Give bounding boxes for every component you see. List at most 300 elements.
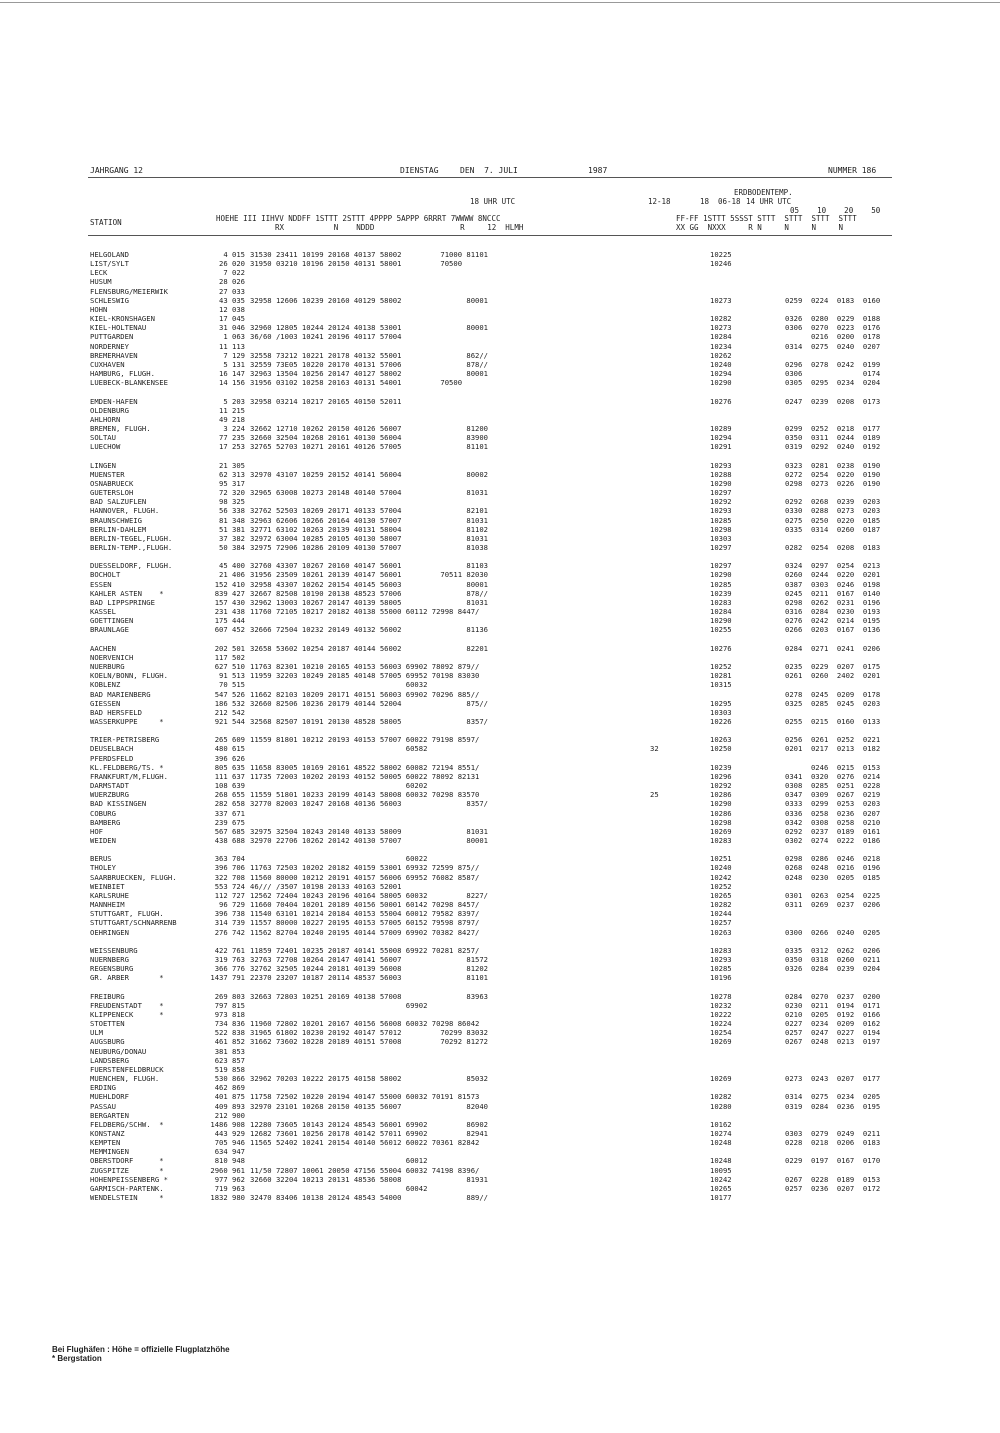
soil-temps: 0266 0203 0167 0136 bbox=[785, 625, 881, 635]
table-row bbox=[90, 1092, 890, 1101]
station-height: 27 033 bbox=[219, 286, 245, 296]
synop-groups: 11959 32203 10249 20185 40148 57005 69952 70198 83030 bbox=[250, 671, 480, 681]
station-height: 705 946 bbox=[214, 1138, 245, 1148]
soil-temps: 0229 0197 0167 0170 bbox=[785, 1156, 881, 1166]
table-row bbox=[90, 424, 890, 433]
temp-group: 10293 bbox=[710, 460, 732, 470]
soil-temps: 0275 0250 0220 0185 bbox=[785, 515, 881, 525]
station-name: ESSEN bbox=[90, 579, 112, 589]
table-row bbox=[90, 387, 890, 396]
table-row bbox=[90, 378, 890, 387]
station-height: 2960 961 bbox=[210, 1165, 245, 1175]
table-row bbox=[90, 1138, 890, 1147]
table-row bbox=[90, 451, 890, 460]
synop-groups: 11662 82103 10209 20171 40151 56003 69902 70296 885// bbox=[250, 689, 480, 699]
footnote-airports: Bei Flughäfen : Höhe = offizielle Flugplatzhöhe bbox=[52, 1345, 230, 1354]
soil-temps: 0333 0299 0253 0203 bbox=[785, 799, 881, 809]
station-name: BREMEN, FLUGH. bbox=[90, 423, 151, 433]
temp-group: 10244 bbox=[710, 909, 732, 919]
station-height: 921 544 bbox=[214, 716, 245, 726]
table-row bbox=[90, 1102, 890, 1111]
temp-group: 10177 bbox=[710, 1193, 732, 1203]
station-height: 797 815 bbox=[214, 1000, 245, 1010]
table-row bbox=[90, 1147, 890, 1156]
station-name: KARLSRUHE bbox=[90, 890, 129, 900]
temp-group: 10290 bbox=[710, 570, 732, 580]
station-name: NORDERNEY bbox=[90, 341, 129, 351]
table-row bbox=[90, 543, 890, 552]
station-height: 337 671 bbox=[214, 808, 245, 818]
temp-group: 10262 bbox=[710, 350, 732, 360]
soil-temps: 0387 0303 0246 0198 bbox=[785, 579, 881, 589]
temp-group: 10284 bbox=[710, 332, 732, 342]
station-name: STUTTGART, FLUGH. bbox=[90, 909, 164, 919]
soil-temps: 0235 0229 0207 0175 bbox=[785, 662, 881, 672]
synop-groups: 32962 70203 10222 20175 40158 58002 85032 bbox=[250, 1074, 488, 1084]
station-name: AUGSBURG bbox=[90, 1037, 125, 1047]
station-name: LANDSBERG bbox=[90, 1055, 129, 1065]
soil-temps: 0300 0266 0240 0205 bbox=[785, 927, 881, 937]
synop-groups: 11560 80000 10212 20191 40157 56006 69952 76082 8587/ bbox=[250, 872, 480, 882]
synop-groups: 32770 82003 10247 20168 40136 56003 8357/ bbox=[250, 799, 488, 809]
station-height: 12 038 bbox=[219, 304, 245, 314]
temp-group: 10265 bbox=[710, 890, 732, 900]
station-height: 81 348 bbox=[219, 515, 245, 525]
table-row bbox=[90, 1193, 890, 1202]
table-row bbox=[90, 497, 890, 506]
synop-groups: 11760 72105 10217 20182 40138 55000 60112 72998 8447/ bbox=[250, 607, 480, 617]
soil-temp-time: 14 UHR UTC bbox=[746, 197, 792, 206]
soil-temps: 0282 0254 0208 0183 bbox=[785, 543, 881, 552]
table-row bbox=[90, 296, 890, 305]
station-height: 366 776 bbox=[214, 964, 245, 974]
synop-groups: 11758 72502 10220 20194 40147 55000 60032 70191 81573 bbox=[250, 1092, 480, 1102]
temp-group: 10273 bbox=[710, 323, 732, 333]
station-height: 607 452 bbox=[214, 625, 245, 635]
station-name: LIST/SYLT bbox=[90, 259, 129, 269]
station-height: 111 637 bbox=[214, 771, 245, 781]
table-row bbox=[90, 598, 890, 607]
synop-groups: 32658 53602 10254 20187 40144 56002 82201 bbox=[250, 643, 488, 653]
temp-group: 10255 bbox=[710, 625, 732, 635]
synop-groups: 31950 03210 10196 20150 40131 58001 70500 bbox=[250, 259, 463, 269]
temp-group: 10276 bbox=[710, 643, 732, 653]
station-height: 239 675 bbox=[214, 817, 245, 827]
table-row bbox=[90, 873, 890, 882]
synop-codes-subheader: RX N NDDD R 12 HLMH bbox=[275, 223, 524, 232]
station-name: KAHLER ASTEN * bbox=[90, 588, 164, 598]
station-height: 269 803 bbox=[214, 991, 245, 1001]
table-row bbox=[90, 479, 890, 488]
station-name: DEUSELBACH bbox=[90, 744, 134, 754]
table-row bbox=[90, 644, 890, 653]
soil-temps: 0350 0318 0260 0211 bbox=[785, 955, 881, 965]
soil-temps: 0306 0174 bbox=[785, 369, 881, 379]
station-name: KL.FELDBERG/TS. * bbox=[90, 762, 164, 772]
synop-groups: 32975 32504 10243 20140 40133 58009 81031 bbox=[250, 826, 488, 836]
station-height: 7 022 bbox=[223, 268, 245, 278]
synop-groups: 12562 72404 10243 20196 40164 58005 60032 8227/ bbox=[250, 890, 488, 900]
station-height: 547 526 bbox=[214, 689, 245, 699]
station-height: 175 444 bbox=[214, 616, 245, 626]
station-height: 268 655 bbox=[214, 790, 245, 800]
soil-temps: 0259 0224 0183 0160 bbox=[785, 295, 881, 305]
temp-group: 10286 bbox=[710, 808, 732, 818]
table-row bbox=[90, 1120, 890, 1129]
station-name: FRANKFURT/M,FLUGH. bbox=[90, 771, 168, 781]
station-name: DARMSTADT bbox=[90, 781, 129, 791]
synop-groups: 32965 63008 10273 20148 40140 57004 81031 bbox=[250, 488, 488, 498]
station-height: 11 215 bbox=[219, 405, 245, 415]
station-name: NUERNBERG bbox=[90, 955, 129, 965]
station-height: 567 685 bbox=[214, 826, 245, 836]
station-height: 443 929 bbox=[214, 1129, 245, 1138]
station-name: FLENSBURG/MEIERWIK bbox=[90, 286, 168, 296]
synop-groups: 11763 72503 10202 20182 40159 53001 69932 72599 875// bbox=[250, 863, 480, 873]
station-height: 21 305 bbox=[219, 460, 245, 470]
station-name: BERLIN-DAHLEM bbox=[90, 524, 147, 534]
station-name: SCHLESWIG bbox=[90, 295, 129, 305]
station-name: GUETERSLOH bbox=[90, 488, 134, 498]
station-height: 422 761 bbox=[214, 945, 245, 955]
station-height: 14 156 bbox=[219, 378, 245, 388]
synop-groups: 32960 12805 10244 20124 40138 53001 80001 bbox=[250, 323, 488, 333]
soil-temps: 0347 0309 0267 0219 bbox=[785, 790, 881, 800]
station-name: WEINBIET bbox=[90, 881, 125, 891]
station-name: AHLHORN bbox=[90, 414, 121, 424]
soil-temps: 0256 0261 0252 0221 bbox=[785, 735, 881, 745]
station-height: 381 853 bbox=[214, 1046, 245, 1056]
table-row bbox=[90, 1129, 890, 1138]
temp-group: 10290 bbox=[710, 616, 732, 626]
temp-group: 10294 bbox=[710, 433, 732, 443]
temp-group: 10263 bbox=[710, 735, 732, 745]
synop-groups: 32962 13003 10267 20147 40139 58005 81031 bbox=[250, 597, 488, 607]
table-row bbox=[90, 717, 890, 726]
station-height: 1 063 bbox=[223, 332, 245, 342]
station-height: 11 113 bbox=[219, 341, 245, 351]
station-name: WEIDEN bbox=[90, 836, 116, 845]
table-row bbox=[90, 854, 890, 863]
table-row bbox=[90, 516, 890, 525]
station-name: ZUGSPITZE * bbox=[90, 1165, 164, 1175]
soil-temps: 0341 0320 0276 0214 bbox=[785, 771, 881, 781]
table-row bbox=[90, 1065, 890, 1074]
station-name: KIEL-HOLTENAU bbox=[90, 323, 147, 333]
soil-temps: 0308 0285 0251 0228 bbox=[785, 781, 881, 791]
soil-temps: 0230 0211 0194 0171 bbox=[785, 1000, 881, 1010]
table-row bbox=[90, 946, 890, 955]
soil-temp-title: ERDBODENTEMP. bbox=[734, 188, 793, 197]
table-row bbox=[90, 332, 890, 341]
issue-number: NUMMER 186 bbox=[828, 166, 877, 175]
group-18: 18 bbox=[700, 197, 710, 206]
station-height: 627 510 bbox=[214, 662, 245, 672]
station-name: HOHN bbox=[90, 304, 108, 314]
temp-group: 10285 bbox=[710, 579, 732, 589]
station-name: LUECHOW bbox=[90, 442, 121, 452]
station-name: NOERVENICH bbox=[90, 652, 134, 662]
soil-temps: 0255 0215 0160 0133 bbox=[785, 716, 881, 726]
synop-groups: 31956 23509 10261 20139 40147 56001 70511 82030 bbox=[250, 570, 488, 580]
station-height: 77 235 bbox=[219, 433, 245, 443]
station-name: BAD MARIENBERG bbox=[90, 689, 151, 699]
synop-groups: 12682 73601 10256 20178 40142 57011 69902 82941 bbox=[250, 1129, 488, 1138]
soil-temps: 0324 0297 0254 0213 bbox=[785, 561, 881, 571]
table-row bbox=[90, 955, 890, 964]
soil-temps: 0330 0288 0273 0203 bbox=[785, 506, 881, 516]
station-name: DUESSELDORF, FLUGH. bbox=[90, 561, 173, 571]
station-name: ERDING bbox=[90, 1083, 116, 1093]
table-row bbox=[90, 1111, 890, 1120]
soil-temps: 0257 0236 0207 0172 bbox=[785, 1183, 881, 1193]
soil-temps: 0260 0244 0220 0201 bbox=[785, 570, 881, 580]
soil-temps: 0257 0247 0227 0194 bbox=[785, 1028, 881, 1038]
soil-temps: 0284 0271 0241 0206 bbox=[785, 643, 881, 653]
table-row bbox=[90, 369, 890, 378]
temp-group: 10293 bbox=[710, 506, 732, 516]
synop-groups: 31662 73602 10228 20189 40151 57008 70292 81272 bbox=[250, 1037, 488, 1047]
station-height: 519 858 bbox=[214, 1064, 245, 1074]
table-row bbox=[90, 461, 890, 470]
temp-group: 10284 bbox=[710, 607, 732, 617]
station-name: OEHRINGEN bbox=[90, 927, 129, 937]
station-height: 70 515 bbox=[219, 680, 245, 690]
station-name: COBURG bbox=[90, 808, 116, 818]
soil-depths: 05 10 20 50 bbox=[790, 206, 881, 215]
table-row bbox=[90, 1001, 890, 1010]
synop-groups: 32972 63004 10285 20105 40130 58007 81031 bbox=[250, 533, 488, 543]
table-row bbox=[90, 799, 890, 808]
synop-groups: 32958 03214 10217 20165 40150 52011 bbox=[250, 396, 402, 406]
temp-group: 10257 bbox=[710, 918, 732, 928]
station-height: 157 430 bbox=[214, 597, 245, 607]
station-name: MUEHLDORF bbox=[90, 1092, 129, 1102]
synop-groups: 32771 63102 10263 20139 40131 58004 81102 bbox=[250, 524, 488, 534]
station-name: OBERSTDORF * bbox=[90, 1156, 164, 1166]
station-height: 623 857 bbox=[214, 1055, 245, 1065]
soil-temps: 0216 0200 0178 bbox=[785, 332, 881, 342]
temp-group: 10298 bbox=[710, 817, 732, 827]
table-row bbox=[90, 754, 890, 763]
table-row bbox=[90, 671, 890, 680]
station-height: 98 325 bbox=[219, 497, 245, 507]
synop-groups: 11960 72802 10201 20167 40156 56008 60032 70298 86042 bbox=[250, 1019, 480, 1029]
synop-groups: 11763 82301 10210 20165 40153 56003 69902 78092 879// bbox=[250, 662, 480, 672]
temp-group: 10224 bbox=[710, 1019, 732, 1029]
temp-group: 10250 bbox=[710, 744, 732, 754]
station-name: NEUBURG/DONAU bbox=[90, 1046, 147, 1056]
station-height: 16 147 bbox=[219, 369, 245, 379]
temp-group: 10280 bbox=[710, 1101, 732, 1111]
station-height: 96 729 bbox=[219, 900, 245, 910]
table-row bbox=[90, 277, 890, 286]
synop-groups: 11/50 72807 10061 20050 47156 55004 60032 74198 8396/ bbox=[250, 1165, 480, 1175]
temp-group: 10281 bbox=[710, 671, 732, 681]
table-row bbox=[90, 726, 890, 735]
station-height: 17 253 bbox=[219, 442, 245, 452]
station-name: STUTTGART/SCHNARRENB bbox=[90, 918, 177, 928]
synop-groups: 11658 83005 10169 20161 48522 58002 60082 72194 8551/ bbox=[250, 762, 480, 772]
station-column-header: STATION bbox=[90, 218, 122, 227]
temp-group: 10248 bbox=[710, 1156, 732, 1166]
table-row bbox=[90, 433, 890, 442]
station-name: BERUS bbox=[90, 854, 112, 864]
table-row bbox=[90, 323, 890, 332]
station-height: 202 501 bbox=[214, 643, 245, 653]
synop-groups: 11540 63101 10214 20184 40153 55004 60012 79582 8397/ bbox=[250, 909, 480, 919]
temp-group: 10246 bbox=[710, 259, 732, 269]
station-height: 50 384 bbox=[219, 543, 245, 552]
table-row bbox=[90, 506, 890, 515]
table-row bbox=[90, 360, 890, 369]
temp-group: 10286 bbox=[710, 790, 732, 800]
station-height: 396 738 bbox=[214, 909, 245, 919]
temp-group: 10303 bbox=[710, 533, 732, 543]
synop-groups: 60022 bbox=[250, 854, 428, 864]
table-row bbox=[90, 470, 890, 479]
temp-group: 10162 bbox=[710, 1119, 732, 1129]
station-height: 977 962 bbox=[214, 1174, 245, 1184]
soil-temps: 0319 0284 0236 0195 bbox=[785, 1101, 881, 1111]
table-row bbox=[90, 259, 890, 268]
station-name: SOLTAU bbox=[90, 433, 116, 443]
synop-groups: 22370 23207 10187 20114 48537 56003 81101 bbox=[250, 973, 488, 983]
table-row bbox=[90, 863, 890, 872]
soil-temps: 0298 0273 0226 0190 bbox=[785, 478, 881, 488]
table-row bbox=[90, 589, 890, 598]
station-height: 117 502 bbox=[214, 652, 245, 662]
soil-temps: 0261 0260 2402 0201 bbox=[785, 671, 881, 681]
soil-temps: 0273 0243 0207 0177 bbox=[785, 1074, 881, 1084]
station-name: AACHEN bbox=[90, 643, 116, 653]
table-row bbox=[90, 1028, 890, 1037]
station-name: KLIPPENECK * bbox=[90, 1009, 164, 1019]
temp-group: 10288 bbox=[710, 469, 732, 479]
station-name: BAMBERG bbox=[90, 817, 121, 827]
station-name: HAMBURG, FLUGH. bbox=[90, 369, 155, 379]
table-row bbox=[90, 900, 890, 909]
temp-group: 10297 bbox=[710, 561, 732, 571]
station-height: 438 688 bbox=[214, 836, 245, 845]
station-name: BRAUNSCHWEIG bbox=[90, 515, 142, 525]
station-height: 5 131 bbox=[223, 359, 245, 369]
temp-group: 10240 bbox=[710, 863, 732, 873]
soil-temps: 0335 0314 0260 0187 bbox=[785, 524, 881, 534]
synop-groups: 60032 bbox=[250, 680, 428, 690]
soil-temps: 0323 0281 0238 0190 bbox=[785, 460, 881, 470]
temp-group: 10291 bbox=[710, 442, 732, 452]
station-height: 810 948 bbox=[214, 1156, 245, 1166]
station-height: 396 706 bbox=[214, 863, 245, 873]
station-name: LECK bbox=[90, 268, 108, 278]
station-height: 152 410 bbox=[214, 579, 245, 589]
station-height: 45 400 bbox=[219, 561, 245, 571]
station-name: HUSUM bbox=[90, 277, 112, 287]
table-row bbox=[90, 891, 890, 900]
synop-groups: 32963 62606 10266 20164 40130 57007 81031 bbox=[250, 515, 488, 525]
temp-group: 10297 bbox=[710, 488, 732, 498]
table-row bbox=[90, 305, 890, 314]
table-row bbox=[90, 1037, 890, 1046]
table-row bbox=[90, 287, 890, 296]
column-header-rule bbox=[88, 235, 892, 236]
station-table bbox=[90, 250, 890, 1202]
station-name: TRIER-PETRISBERG bbox=[90, 735, 160, 745]
synop-groups: 11660 70404 10201 20189 40156 50001 60142 70298 8457/ bbox=[250, 900, 480, 910]
group-12-18: 12-18 bbox=[648, 197, 671, 206]
station-height: 49 218 bbox=[219, 414, 245, 424]
temp-group: 10234 bbox=[710, 341, 732, 351]
station-height: 51 381 bbox=[219, 524, 245, 534]
soil-temps: 0278 0245 0209 0178 bbox=[785, 689, 881, 699]
soil-temps: 0210 0205 0192 0166 bbox=[785, 1009, 881, 1019]
station-name: HANNOVER, FLUGH. bbox=[90, 506, 160, 516]
station-height: 108 639 bbox=[214, 781, 245, 791]
station-height: 3 224 bbox=[223, 423, 245, 433]
temp-group: 10292 bbox=[710, 781, 732, 791]
temp-group: 10254 bbox=[710, 1028, 732, 1038]
group-18utc: 18 UHR UTC bbox=[470, 197, 516, 206]
table-row bbox=[90, 570, 890, 579]
temp-group: 10292 bbox=[710, 497, 732, 507]
station-name: MEMMINGEN bbox=[90, 1147, 129, 1157]
temp-group: 10269 bbox=[710, 1037, 732, 1047]
table-row bbox=[90, 607, 890, 616]
station-name: KIEL-KRONSHAGEN bbox=[90, 314, 155, 324]
temp-group: 10269 bbox=[710, 1074, 732, 1084]
synop-groups: 32470 83406 10138 20124 48543 54000 889// bbox=[250, 1193, 488, 1203]
station-height: 43 035 bbox=[219, 295, 245, 305]
table-row bbox=[90, 790, 890, 799]
table-row bbox=[90, 616, 890, 625]
table-row bbox=[90, 827, 890, 836]
synop-groups: 32963 13504 10256 20147 40127 58002 80001 bbox=[250, 369, 488, 379]
temp-group: 10295 bbox=[710, 698, 732, 708]
station-name: BRAUNLAGE bbox=[90, 625, 129, 635]
soil-temps: 0311 0269 0237 0206 bbox=[785, 900, 881, 910]
station-name: BERLIN-TEMP.,FLUGH. bbox=[90, 543, 173, 552]
station-height: 462 869 bbox=[214, 1083, 245, 1093]
temp-group: 10222 bbox=[710, 1009, 732, 1019]
station-height: 17 045 bbox=[219, 314, 245, 324]
soil-temps: 0228 0218 0206 0183 bbox=[785, 1138, 881, 1148]
table-row bbox=[90, 964, 890, 973]
station-height: 522 838 bbox=[214, 1028, 245, 1038]
station-name: OSNABRUECK bbox=[90, 478, 134, 488]
temp-group: 10282 bbox=[710, 1092, 732, 1102]
synop-groups: 11559 51801 10233 20199 40143 58008 60032 70298 83570 bbox=[250, 790, 480, 800]
temp-group: 10248 bbox=[710, 1138, 732, 1148]
table-row bbox=[90, 772, 890, 781]
scan-edge-line bbox=[0, 2, 1000, 3]
station-name: FREUDENSTADT * bbox=[90, 1000, 164, 1010]
temp-group: 10276 bbox=[710, 396, 732, 406]
station-height: 461 852 bbox=[214, 1037, 245, 1047]
station-height: 553 724 bbox=[214, 881, 245, 891]
station-height: 1832 980 bbox=[210, 1193, 245, 1203]
station-name: KASSEL bbox=[90, 607, 116, 617]
synop-groups: 11859 72401 10235 20187 40141 55008 69922 70281 8257/ bbox=[250, 945, 480, 955]
temp-group: 10239 bbox=[710, 588, 732, 598]
table-row bbox=[90, 809, 890, 818]
synop-groups: 60012 bbox=[250, 1156, 428, 1166]
station-name: FREIBURG bbox=[90, 991, 125, 1001]
table-row bbox=[90, 1056, 890, 1065]
synop-groups: 32958 43307 10262 20154 40145 56003 80001 bbox=[250, 579, 488, 589]
soil-temps: 0245 0211 0167 0140 bbox=[785, 588, 881, 598]
station-name: WASSERKUPPE * bbox=[90, 716, 164, 726]
